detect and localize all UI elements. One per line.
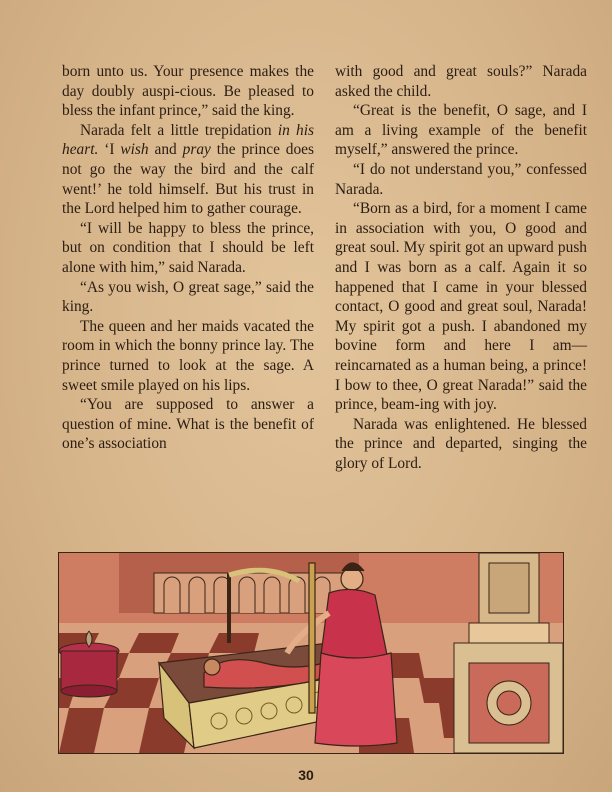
paragraph: “Born as a bird, for a moment I came in association with you, O good and great soul. My spirit got an upward push and I was born as a calf. Again it so happened that I came in your blessed contact, O good and great soul, Narada! My spirit got a push. I abandoned my bovine form and here I am—reincarnated as a human being, a prince! I bow to thee, O great Narada!” said the prince, beam-ing with joy. [335,200,587,414]
paragraph: with good and great souls?” Narada asked the child. [335,63,587,100]
narada-blessing-prince-illustration [58,552,564,754]
paragraph: “I do not understand you,” confessed Narada. [335,160,587,198]
page-number: 30 [298,767,314,783]
paragraph: born unto us. Your presence makes the day doubly auspi-cious. Be pleased to bless the infant prince,” said the king. [62,63,314,120]
text-run: and [148,141,183,159]
text-run: the prince does not go the way the bird and the calf went!’ he told himself. But his trust in the Lord helped him to gather courage. [62,141,315,218]
paragraph: “I will be happy to bless the prince, but on condition that I should be left alone with him,” said Narada. [62,219,314,276]
italic-text-run: in his heart. [62,121,315,159]
paragraph: “As you wish, O great sage,” said the king. [62,278,314,316]
arched-balustrade [154,573,354,613]
left-text-column [62,62,314,454]
text-run: ‘I [98,141,121,159]
italic-text-run: pray [182,141,211,159]
right-text-column [335,62,587,473]
italic-text-run: wish [120,141,149,159]
paragraph [62,121,314,219]
paragraph: Narada was enlightened. He blessed the prince and departed, singing the glory of Lord. [335,415,587,472]
text-run: Narada felt a little trepidation [80,121,278,139]
paragraph: The queen and her maids vacated the room in which the bonny prince lay. The prince turned to look at the sage. A sweet smile played on his lips. [62,317,314,394]
paragraph: “You are supposed to answer a question of mine. What is the benefit of one’s association [62,396,314,453]
paragraph: “Great is the benefit, O sage, and I am a living example of the benefit myself,” answered the prince. [335,102,587,159]
illustration-drawing [59,553,563,753]
